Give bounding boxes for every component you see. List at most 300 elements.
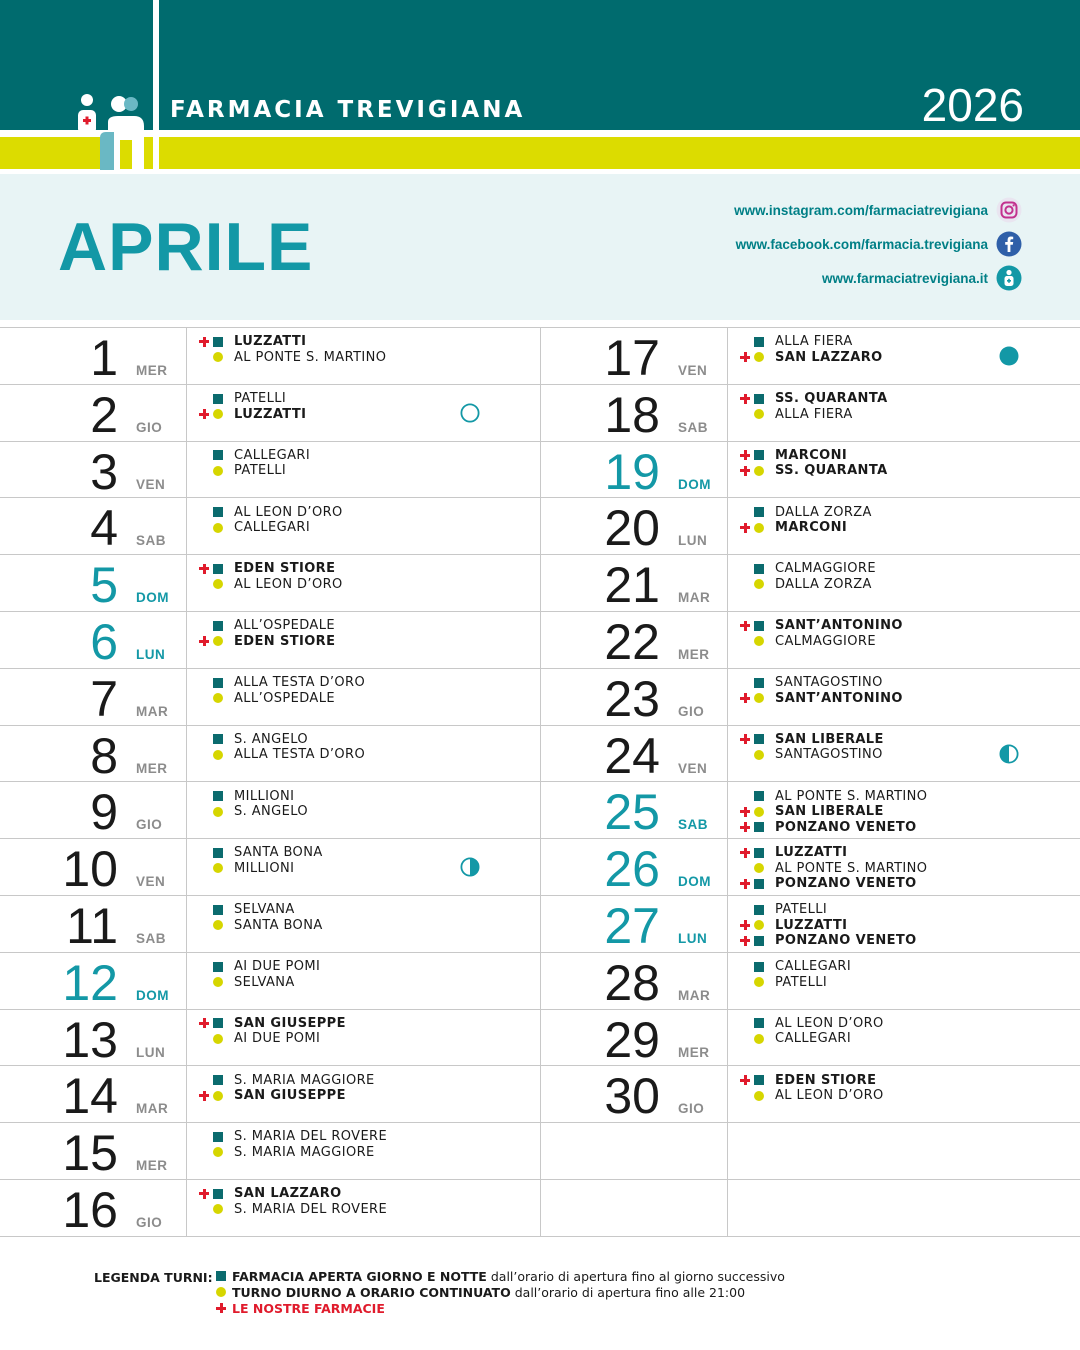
shift-list xyxy=(739,902,917,949)
day-number: 2 xyxy=(90,386,118,443)
day-row xyxy=(541,385,1080,442)
shift-entry xyxy=(739,974,851,990)
social-website-link[interactable] xyxy=(822,265,1022,291)
shift-entry xyxy=(198,1186,387,1202)
red-cross-icon xyxy=(739,620,754,632)
pharmacy-name: S. MARIA DEL ROVERE xyxy=(234,1129,388,1145)
shift-entry xyxy=(198,1201,387,1217)
shift-entry xyxy=(739,1088,884,1104)
cross-placeholder xyxy=(739,749,754,761)
day-shift-dot-icon xyxy=(754,807,764,817)
shift-entry xyxy=(739,406,888,422)
legend-night-label: FARMACIA APERTA GIORNO E NOTTE xyxy=(232,1268,487,1284)
shift-entry xyxy=(198,334,386,350)
pharmacy-name: AL PONTE S. MARTINO xyxy=(234,349,387,365)
shift-entry xyxy=(198,675,365,691)
row-separator xyxy=(727,498,728,554)
day-number: 13 xyxy=(62,1011,118,1068)
shift-list xyxy=(198,1072,375,1103)
day-number: 5 xyxy=(90,557,118,614)
instagram-icon xyxy=(996,197,1022,223)
day-number: 28 xyxy=(604,954,660,1011)
day-row xyxy=(0,726,540,783)
row-separator xyxy=(186,1066,187,1122)
pharmacy-name: AL LEON D’ORO xyxy=(775,1088,884,1104)
brand-name: FARMACIA TREVIGIANA xyxy=(170,97,526,123)
pharmacy-name: SAN GIUSEPPE xyxy=(234,1088,346,1104)
shift-entry xyxy=(739,1016,884,1032)
cross-placeholder xyxy=(198,578,213,590)
pharmacy-name: ALLA FIERA xyxy=(775,406,853,422)
day-number: 16 xyxy=(62,1181,118,1238)
day-shift-dot-icon xyxy=(754,579,764,589)
night-shift-square-icon xyxy=(754,1018,764,1028)
pharmacy-name: AL LEON D’ORO xyxy=(234,576,343,592)
weekday-label: DOM xyxy=(678,874,711,890)
pharmacy-name: SELVANA xyxy=(234,974,295,990)
night-shift-square-icon xyxy=(754,936,764,946)
day-shift-dot-icon xyxy=(213,693,223,703)
pharmacy-name: S. MARIA DEL ROVERE xyxy=(234,1201,388,1217)
day-row xyxy=(541,839,1080,896)
pharmacy-name: DALLA ZORZA xyxy=(775,576,872,592)
shift-list xyxy=(739,391,888,422)
pharmacy-name: SAN LAZZARO xyxy=(234,1186,342,1202)
row-separator xyxy=(186,328,187,384)
night-shift-square-icon xyxy=(754,621,764,631)
shift-list xyxy=(198,391,306,422)
red-cross-icon xyxy=(739,465,754,477)
pharmacy-name: SAN LIBERALE xyxy=(775,731,884,747)
shift-entry xyxy=(198,350,386,366)
weekday-label: SAB xyxy=(678,419,709,435)
year: 2026 xyxy=(921,79,1024,131)
pharmacy-name: AL PONTE S. MARTINO xyxy=(775,860,928,876)
legend-night-desc: dall’orario di apertura fino al giorno successivo xyxy=(490,1268,785,1284)
night-shift-square-icon xyxy=(754,962,764,972)
day-row xyxy=(541,1010,1080,1067)
shift-entry xyxy=(198,391,306,407)
row-separator xyxy=(186,555,187,611)
night-shift-square-icon xyxy=(213,1132,223,1142)
shift-list xyxy=(198,1186,387,1217)
shift-entry xyxy=(739,577,876,593)
shift-entry xyxy=(739,561,876,577)
night-shift-square-icon xyxy=(213,905,223,915)
cross-placeholder xyxy=(198,904,213,916)
day-number: 3 xyxy=(90,443,118,500)
day-row xyxy=(0,1066,540,1123)
night-shift-square-icon xyxy=(213,678,223,688)
weekday-label: DOM xyxy=(678,476,711,492)
pharmacy-name: CALLEGARI xyxy=(234,447,311,463)
weekday-label: MER xyxy=(678,1044,710,1060)
pharmacy-name: MILLIONI xyxy=(234,788,295,804)
red-cross-icon xyxy=(739,878,754,890)
row-separator xyxy=(727,1123,728,1179)
night-shift-square-icon xyxy=(754,450,764,460)
pharmacy-name: MARCONI xyxy=(775,520,848,536)
shift-entry xyxy=(739,463,888,479)
shift-entry xyxy=(198,804,308,820)
day-number: 9 xyxy=(90,784,118,841)
pharmacy-name: PONZANO VENETO xyxy=(775,819,917,835)
day-shift-dot-icon xyxy=(754,863,764,873)
row-separator xyxy=(727,1066,728,1122)
day-shift-dot-icon xyxy=(213,863,223,873)
cross-placeholder xyxy=(198,1131,213,1143)
row-separator xyxy=(186,385,187,441)
pharmacy-name: PATELLI xyxy=(234,463,287,479)
day-number: 1 xyxy=(90,330,118,386)
night-shift-square-icon xyxy=(754,848,764,858)
day-number: 25 xyxy=(604,784,660,841)
red-cross-icon xyxy=(198,336,213,348)
weekday-label: MAR xyxy=(136,1101,169,1117)
night-shift-square-icon xyxy=(213,734,223,744)
cross-placeholder xyxy=(198,1203,213,1215)
pharmacy-name: AI DUE POMI xyxy=(234,1031,321,1047)
day-row xyxy=(541,782,1080,839)
shift-entry xyxy=(198,406,306,422)
cross-placeholder xyxy=(739,677,754,689)
cross-placeholder xyxy=(198,976,213,988)
day-shift-dot-icon xyxy=(213,977,223,987)
row-separator xyxy=(186,442,187,498)
shift-entry xyxy=(739,804,927,820)
row-separator xyxy=(727,385,728,441)
pharmacy-name: AL LEON D’ORO xyxy=(234,504,343,520)
cross-placeholder xyxy=(739,904,754,916)
cross-placeholder xyxy=(739,1033,754,1045)
day-row xyxy=(541,953,1080,1010)
weekday-label: MER xyxy=(136,1158,168,1174)
cross-placeholder xyxy=(739,563,754,575)
cross-placeholder xyxy=(198,677,213,689)
shift-entry xyxy=(198,788,308,804)
night-shift-square-icon xyxy=(754,905,764,915)
night-shift-square-icon xyxy=(213,394,223,404)
day-row xyxy=(541,726,1080,783)
night-shift-square-icon xyxy=(754,879,764,889)
pharmacy-name: CALLEGARI xyxy=(775,959,852,975)
red-cross-icon xyxy=(739,522,754,534)
shift-list xyxy=(198,732,365,763)
cross-placeholder xyxy=(198,449,213,461)
pharmacy-name: SELVANA xyxy=(234,902,295,918)
day-number: 21 xyxy=(604,557,660,614)
legend-day-desc: dall’orario di apertura fino alle 21:00 xyxy=(514,1284,746,1300)
calendar-grid xyxy=(0,327,1080,1236)
shift-list xyxy=(739,504,872,535)
shift-list xyxy=(739,618,903,649)
day-shift-dot-icon xyxy=(754,409,764,419)
shift-entry xyxy=(198,1088,375,1104)
cross-placeholder xyxy=(739,961,754,973)
shift-list xyxy=(198,1129,387,1160)
shift-entry xyxy=(739,504,872,520)
cross-placeholder xyxy=(198,620,213,632)
empty-row xyxy=(541,1123,1080,1180)
night-shift-square-icon xyxy=(213,1018,223,1028)
day-shift-dot-icon xyxy=(213,1204,223,1214)
red-cross-icon xyxy=(739,449,754,461)
day-number: 17 xyxy=(604,330,660,386)
pharmacy-name: S. ANGELO xyxy=(234,804,309,820)
shift-list xyxy=(739,448,888,479)
red-cross-icon xyxy=(216,1303,226,1313)
shift-entry xyxy=(198,618,335,634)
social-facebook-link[interactable] xyxy=(736,231,1022,257)
row-separator xyxy=(727,555,728,611)
day-shift-dot-icon xyxy=(754,1091,764,1101)
row-separator xyxy=(727,669,728,725)
day-row xyxy=(541,442,1080,499)
shift-entry xyxy=(739,350,883,366)
shift-list xyxy=(198,788,308,819)
shift-entry xyxy=(198,633,335,649)
pharmacy-name: AL LEON D’ORO xyxy=(775,1015,884,1031)
shift-entry xyxy=(739,917,917,933)
row-separator xyxy=(186,1010,187,1066)
pharmacy-name: S. MARIA MAGGIORE xyxy=(234,1072,375,1088)
social-link-text: www.facebook.com/farmacia.trevigiana xyxy=(735,236,988,252)
pharmacy-name: ALL’OSPEDALE xyxy=(234,690,335,706)
night-shift-square-icon xyxy=(213,1189,223,1199)
legend-day-label: TURNO DIURNO A ORARIO CONTINUATO xyxy=(232,1284,511,1300)
pharmacy-name: SANTAGOSTINO xyxy=(775,675,883,691)
weekday-label: LUN xyxy=(136,646,166,662)
shift-list xyxy=(739,959,851,990)
night-shift-square-icon xyxy=(754,394,764,404)
day-number: 23 xyxy=(604,670,660,727)
cross-placeholder xyxy=(198,522,213,534)
day-shift-dot-icon xyxy=(754,693,764,703)
shift-list xyxy=(739,1072,884,1103)
day-number: 15 xyxy=(62,1125,118,1182)
pharmacy-name: AI DUE POMI xyxy=(234,959,321,975)
shift-entry xyxy=(198,959,320,975)
row-separator xyxy=(727,726,728,782)
cross-placeholder xyxy=(198,465,213,477)
pharmacy-name: PATELLI xyxy=(775,902,828,918)
pharmacy-name: LUZZATTI xyxy=(234,334,307,350)
day-shift-dot-icon xyxy=(213,636,223,646)
pharmacy-name: CALLEGARI xyxy=(234,520,311,536)
weekday-label: MER xyxy=(136,760,168,776)
cross-placeholder xyxy=(198,733,213,745)
day-shift-dot-icon xyxy=(213,523,223,533)
shift-entry xyxy=(739,334,883,350)
day-number: 6 xyxy=(90,613,118,670)
shift-entry xyxy=(198,690,365,706)
pharmacy-name: S. ANGELO xyxy=(234,731,309,747)
day-shift-dot-icon xyxy=(754,352,764,362)
day-number: 8 xyxy=(90,727,118,784)
day-shift-dot-icon xyxy=(754,466,764,476)
day-shift-dot-icon xyxy=(213,1034,223,1044)
cross-placeholder xyxy=(739,790,754,802)
red-cross-icon xyxy=(739,733,754,745)
day-number: 14 xyxy=(62,1068,118,1125)
weekday-label: SAB xyxy=(136,930,167,946)
shift-entry xyxy=(739,933,917,949)
cross-placeholder xyxy=(739,408,754,420)
day-row xyxy=(0,1180,540,1237)
cross-placeholder xyxy=(739,578,754,590)
cross-placeholder xyxy=(198,790,213,802)
night-shift-square-icon xyxy=(754,564,764,574)
night-shift-square-icon xyxy=(754,822,764,832)
pharmacy-name: LUZZATTI xyxy=(775,845,848,861)
shift-entry xyxy=(198,861,323,877)
day-row xyxy=(0,385,540,442)
day-shift-dot-icon xyxy=(213,1147,223,1157)
shift-entry xyxy=(198,448,310,464)
shift-list xyxy=(739,561,876,592)
cross-placeholder xyxy=(198,847,213,859)
new-moon-icon xyxy=(460,403,480,423)
row-separator xyxy=(186,1180,187,1236)
month-title: APRILE xyxy=(58,209,314,285)
shift-list xyxy=(739,845,927,892)
cross-placeholder xyxy=(198,1074,213,1086)
cross-placeholder xyxy=(198,692,213,704)
social-instagram-link[interactable] xyxy=(734,197,1022,223)
weekday-label: VEN xyxy=(136,874,166,890)
shift-list xyxy=(739,334,883,365)
day-number: 11 xyxy=(66,897,118,954)
weekday-label: LUN xyxy=(678,930,708,946)
cross-placeholder xyxy=(739,506,754,518)
day-row xyxy=(0,782,540,839)
pharmacy-name: SAN LIBERALE xyxy=(775,804,884,820)
pharmacy-name: EDEN STIORE xyxy=(234,633,336,649)
weekday-label: MER xyxy=(678,646,710,662)
shift-list xyxy=(198,334,386,365)
red-cross-icon xyxy=(739,806,754,818)
cross-placeholder xyxy=(739,1090,754,1102)
day-number: 4 xyxy=(90,500,118,557)
day-row xyxy=(541,612,1080,669)
red-cross-icon xyxy=(739,847,754,859)
facebook-icon xyxy=(996,231,1022,257)
shift-list xyxy=(198,675,365,706)
shift-entry xyxy=(198,1129,387,1145)
pharmacy-icon xyxy=(996,265,1022,291)
day-row xyxy=(541,669,1080,726)
row-separator xyxy=(186,953,187,1009)
shift-entry xyxy=(739,633,903,649)
cross-placeholder xyxy=(198,961,213,973)
row-separator xyxy=(727,1180,728,1236)
night-shift-square-icon xyxy=(213,564,223,574)
cross-placeholder xyxy=(198,506,213,518)
last-quarter-icon xyxy=(999,744,1019,764)
shift-entry xyxy=(198,1072,375,1088)
weekday-label: GIO xyxy=(678,703,705,719)
social-link-text: www.instagram.com/farmaciatrevigiana xyxy=(734,202,988,218)
cross-placeholder xyxy=(198,393,213,405)
pharmacy-name: DALLA ZORZA xyxy=(775,504,872,520)
pharmacy-name: LUZZATTI xyxy=(775,917,848,933)
day-row xyxy=(0,442,540,499)
day-number: 12 xyxy=(62,954,118,1011)
day-shift-dot-icon xyxy=(213,352,223,362)
shift-entry xyxy=(198,463,310,479)
shift-entry xyxy=(198,902,323,918)
pharmacy-name: EDEN STIORE xyxy=(775,1072,877,1088)
row-separator xyxy=(186,498,187,554)
day-shift-dot-icon xyxy=(216,1287,226,1297)
shift-entry xyxy=(739,861,927,877)
pharmacy-name: MILLIONI xyxy=(234,860,295,876)
red-cross-icon xyxy=(739,692,754,704)
day-row xyxy=(0,1010,540,1067)
pharmacy-name: SANTAGOSTINO xyxy=(775,747,883,763)
cross-placeholder xyxy=(739,1017,754,1029)
night-shift-square-icon xyxy=(213,848,223,858)
day-number: 24 xyxy=(604,727,660,784)
shift-entry xyxy=(739,747,884,763)
day-row xyxy=(0,953,540,1010)
weekday-label: MER xyxy=(136,363,168,378)
weekday-label: LUN xyxy=(678,533,708,549)
shift-entry xyxy=(198,732,365,748)
weekday-label: MAR xyxy=(136,703,169,719)
pharmacy-name: S. MARIA MAGGIORE xyxy=(234,1144,375,1160)
red-cross-icon xyxy=(739,919,754,931)
red-cross-icon xyxy=(198,1090,213,1102)
red-cross-icon xyxy=(739,935,754,947)
day-row xyxy=(541,555,1080,612)
row-separator xyxy=(727,1010,728,1066)
calendar-column-left xyxy=(0,328,540,1237)
day-row xyxy=(0,896,540,953)
day-shift-dot-icon xyxy=(213,750,223,760)
shift-list xyxy=(739,675,903,706)
pharmacy-name: LUZZATTI xyxy=(234,406,307,422)
red-cross-icon xyxy=(739,351,754,363)
night-shift-square-icon xyxy=(213,1075,223,1085)
cross-placeholder xyxy=(739,635,754,647)
weekday-label: DOM xyxy=(136,590,169,606)
shift-entry xyxy=(739,618,903,634)
shift-entry xyxy=(739,520,872,536)
day-number: 19 xyxy=(604,443,660,500)
pharmacy-family-logo-icon xyxy=(74,92,146,170)
cross-placeholder xyxy=(198,1146,213,1158)
red-cross-icon xyxy=(198,563,213,575)
cross-placeholder xyxy=(198,749,213,761)
vertical-divider xyxy=(153,0,159,169)
cross-placeholder xyxy=(198,351,213,363)
night-shift-square-icon xyxy=(754,1075,764,1085)
weekday-label: GIO xyxy=(136,419,163,435)
pharmacy-name: AL PONTE S. MARTINO xyxy=(775,788,928,804)
shift-list xyxy=(198,504,343,535)
day-row xyxy=(541,328,1080,385)
day-row xyxy=(0,498,540,555)
day-shift-dot-icon xyxy=(754,523,764,533)
legend-ours xyxy=(216,1300,385,1316)
pharmacy-name: SANTA BONA xyxy=(234,845,323,861)
day-shift-dot-icon xyxy=(754,977,764,987)
shift-entry xyxy=(198,577,343,593)
red-cross-icon xyxy=(739,393,754,405)
row-separator xyxy=(186,612,187,668)
night-shift-square-icon xyxy=(213,507,223,517)
